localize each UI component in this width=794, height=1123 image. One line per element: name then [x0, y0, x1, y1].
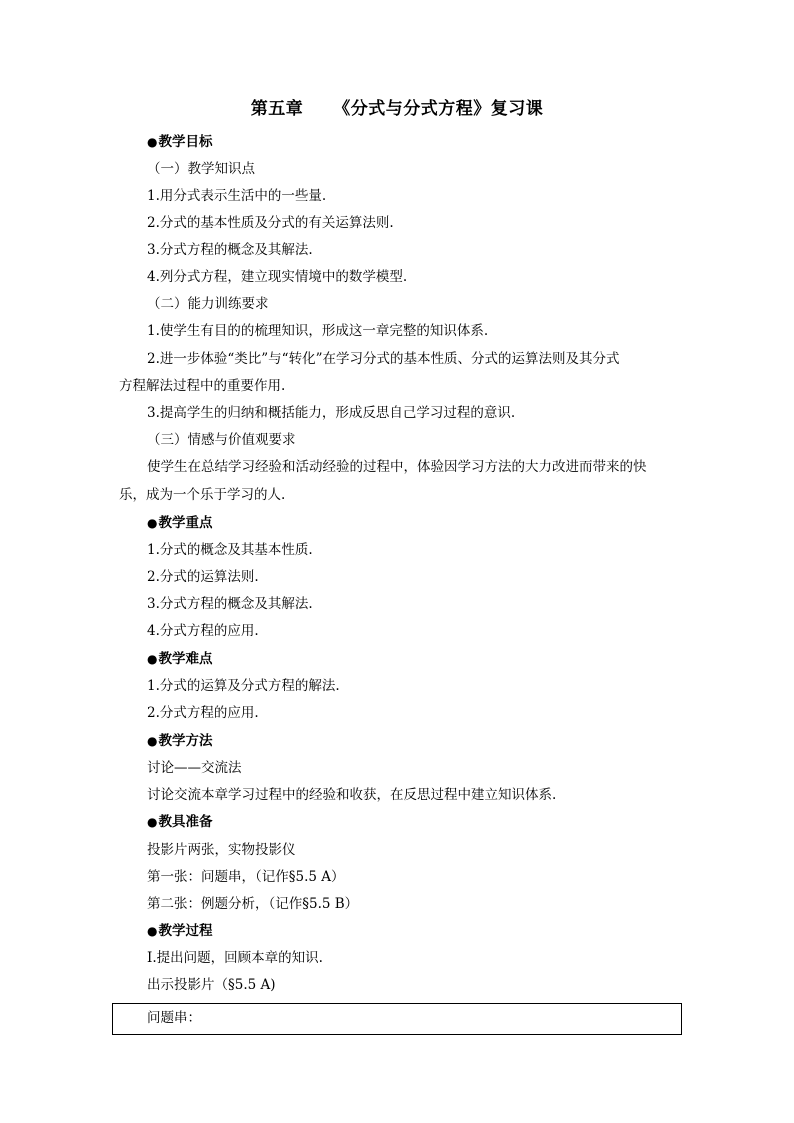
heading-teaching-aids: ● 教具准备: [147, 812, 212, 832]
ability-requirement-2-cont: 方程解法过程中的重要作用.: [119, 378, 286, 394]
emotion-values-text-cont: 乐，成为一个乐于学习的人.: [119, 487, 286, 503]
question-series-label: 问题串：: [147, 1010, 201, 1026]
heading-teaching-goals: ● 教学目标: [147, 132, 212, 152]
teaching-aids-list: 投影片两张，实物投影仪: [147, 842, 296, 858]
knowledge-point-1: 1.用分式表示生活中的一些量.: [147, 188, 327, 204]
heading-teaching-methods: ● 教学方法: [147, 731, 212, 751]
ability-requirement-1: 1.使学生有目的的梳理知识，形成这一章完整的知识体系.: [147, 323, 489, 339]
emotion-values-text: 使学生在总结学习经验和活动经验的过程中，体验因学习方法的大力改进而带来的快: [147, 459, 647, 475]
knowledge-point-4: 4.列分式方程，建立现实情境中的数学模型.: [147, 269, 408, 285]
teaching-method-name: 讨论——交流法: [147, 760, 242, 776]
knowledge-point-2: 2.分式的基本性质及分式的有关运算法则.: [147, 215, 394, 231]
key-point-2: 2.分式的运算法则.: [147, 569, 259, 585]
slide-2-description: 第二张：例题分析，（记作§5.5 B）: [147, 896, 359, 912]
key-point-1: 1.分式的概念及其基本性质.: [147, 542, 313, 558]
subheading-emotion-values: （三）情感与价值观要求: [147, 432, 296, 448]
key-point-3: 3.分式方程的概念及其解法.: [147, 596, 313, 612]
difficult-point-1: 1.分式的运算及分式方程的解法.: [147, 678, 340, 694]
heading-teaching-process: ● 教学过程: [147, 921, 212, 941]
page-title: [0, 97, 794, 121]
process-step-1: Ⅰ.提出问题，回顾本章的知识.: [147, 950, 323, 966]
teaching-method-description: 讨论交流本章学习过程中的经验和收获，在反思过程中建立知识体系.: [147, 787, 557, 803]
knowledge-point-3: 3.分式方程的概念及其解法.: [147, 242, 313, 258]
subheading-ability-requirements: （二）能力训练要求: [147, 296, 269, 312]
difficult-point-2: 2.分式方程的应用.: [147, 705, 259, 721]
chapter-number: 第五章: [250, 99, 304, 119]
ability-requirement-3: 3.提高学生的归纳和概括能力，形成反思自己学习过程的意识.: [147, 405, 516, 421]
ability-requirement-2: 2.进一步体验“类比”与“转化”在学习分式的基本性质、分式的运算法则及其分式: [147, 351, 620, 367]
subheading-knowledge-points: （一）教学知识点: [147, 161, 255, 177]
question-series-box: [112, 1003, 682, 1035]
chapter-name: 《分式与分式方程》复习课: [333, 99, 544, 119]
slide-1-description: 第一张：问题串，（记作§5.5 A）: [147, 869, 345, 885]
key-point-4: 4.分式方程的应用.: [147, 623, 259, 639]
show-slide-instruction: 出示投影片（§5.5 A): [147, 977, 276, 993]
heading-key-points: ● 教学重点: [147, 513, 212, 533]
heading-difficult-points: ● 教学难点: [147, 649, 212, 669]
